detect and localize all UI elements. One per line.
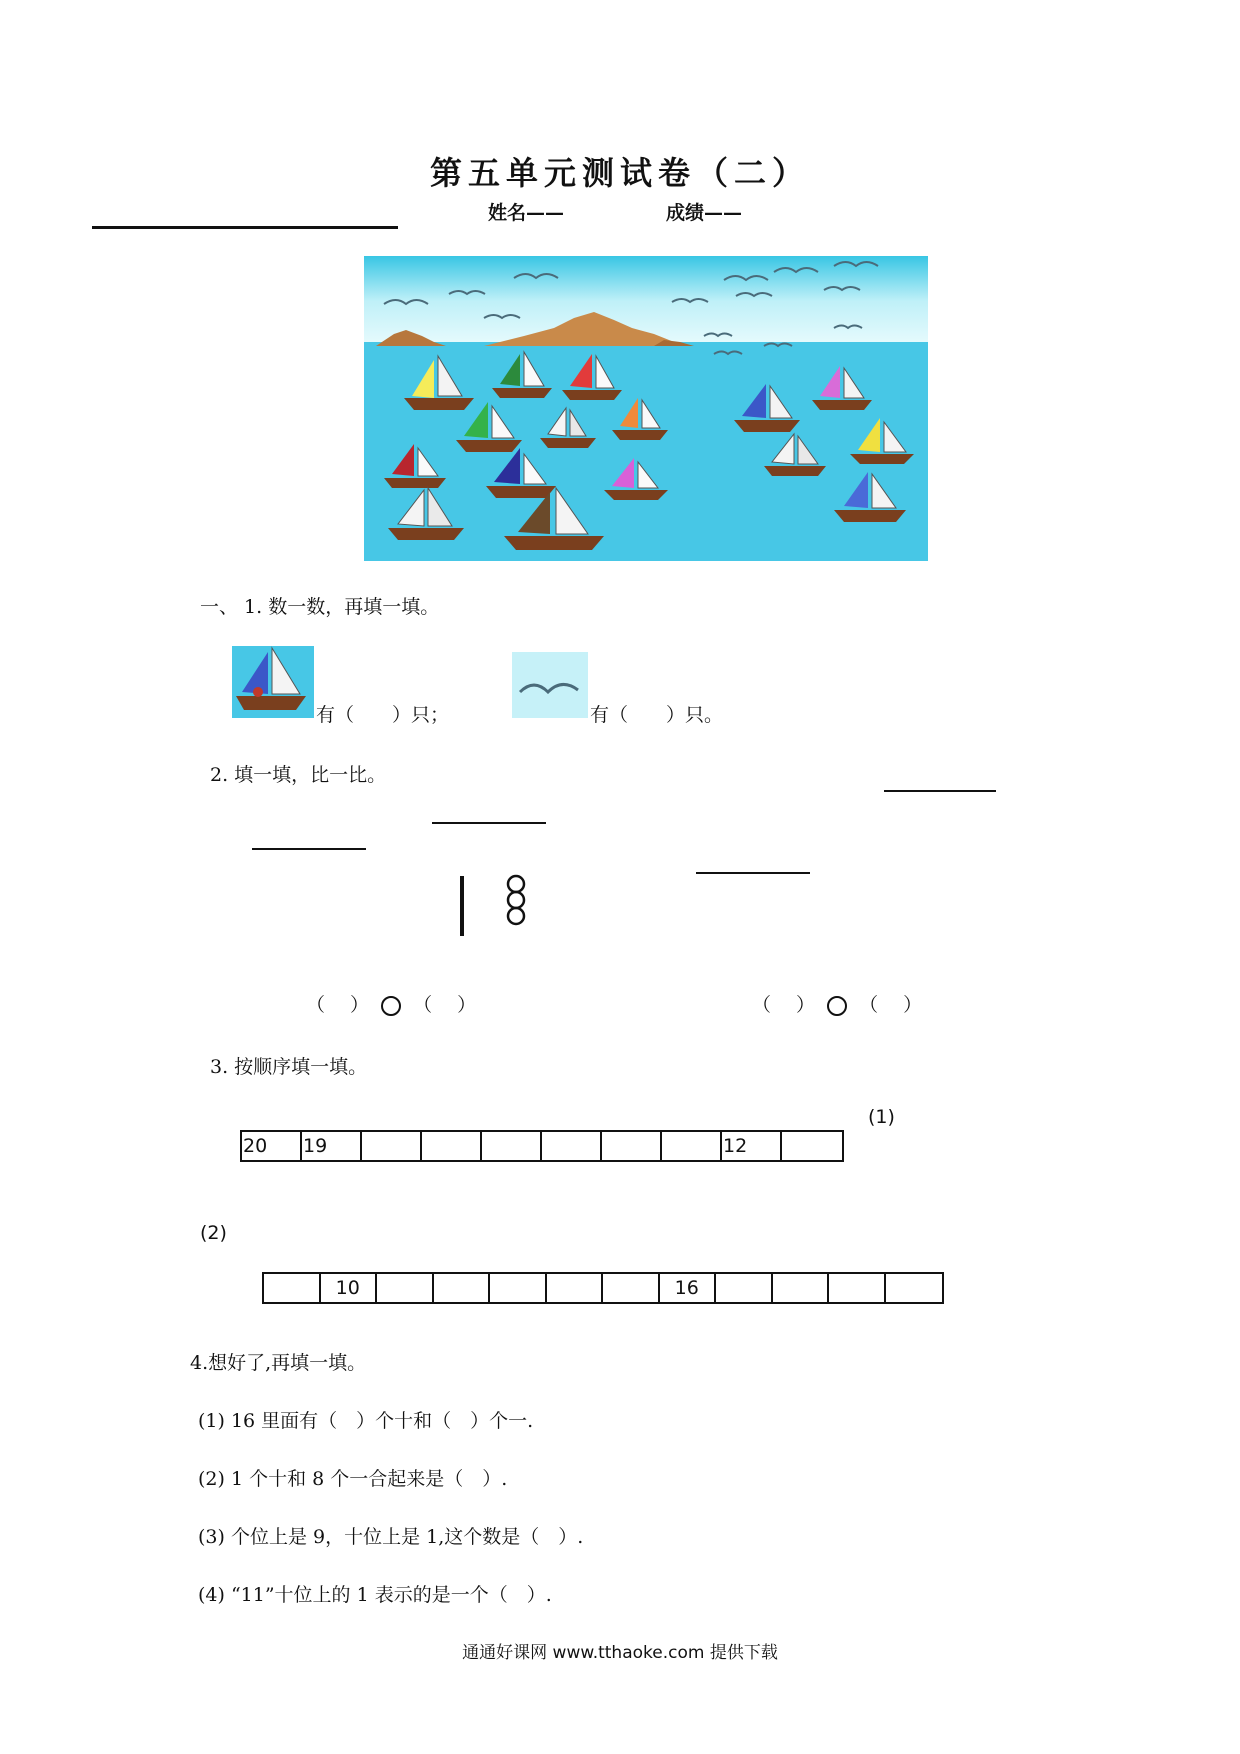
name-label: 姓名—— bbox=[488, 202, 565, 224]
compare-left-blank: （ ） bbox=[413, 994, 477, 1016]
number-box[interactable]: 12 bbox=[722, 1132, 782, 1160]
number-box[interactable] bbox=[482, 1132, 542, 1160]
q1-heading: 一、 1. 数一数，再填一填。 bbox=[200, 596, 440, 618]
number-box[interactable] bbox=[602, 1132, 662, 1160]
compare-circle bbox=[827, 996, 847, 1016]
number-box[interactable] bbox=[490, 1274, 547, 1302]
compare-right-blank: （ ） bbox=[859, 994, 923, 1016]
birds-answer: 有（ ）只。 bbox=[590, 704, 724, 726]
number-box[interactable] bbox=[782, 1132, 842, 1160]
compare-left bbox=[306, 990, 476, 1017]
number-box[interactable] bbox=[422, 1132, 482, 1160]
number-box[interactable] bbox=[434, 1274, 491, 1302]
q4-heading: 4.想好了,再填一填。 bbox=[190, 1352, 367, 1374]
q3-heading: 3. 按顺序填一填。 bbox=[210, 1056, 368, 1078]
number-box[interactable]: 19 bbox=[302, 1132, 362, 1160]
q4-item: (2) 1 个十和 8 个一合起来是（ ）. bbox=[198, 1468, 508, 1490]
number-box[interactable]: 16 bbox=[660, 1274, 717, 1302]
compare-circle bbox=[381, 996, 401, 1016]
number-box[interactable] bbox=[662, 1132, 722, 1160]
sailboats-scene-illustration bbox=[364, 256, 928, 561]
seagull-thumbnail bbox=[512, 652, 588, 718]
number-box[interactable] bbox=[886, 1274, 943, 1302]
q4-item: (1) 16 里面有（ ）个十和（ ）个一. bbox=[198, 1410, 534, 1432]
number-box[interactable]: 10 bbox=[321, 1274, 378, 1302]
compare-right bbox=[752, 990, 922, 1017]
stick-and-beads-figure bbox=[452, 872, 532, 938]
q3-label-1: (1) bbox=[868, 1106, 895, 1128]
number-box[interactable] bbox=[362, 1132, 422, 1160]
number-box[interactable] bbox=[829, 1274, 886, 1302]
number-box[interactable] bbox=[377, 1274, 434, 1302]
number-box[interactable] bbox=[716, 1274, 773, 1302]
footer-credit: 通通好课网 www.tthaoke.com 提供下载 bbox=[462, 1643, 778, 1663]
boats-answer: 有（ ）只； bbox=[316, 704, 450, 726]
q4-item: (3) 个位上是 9，十位上是 1,这个数是（ ）. bbox=[198, 1526, 584, 1548]
compare-left-blank: （ ） bbox=[306, 994, 370, 1016]
number-box[interactable] bbox=[547, 1274, 604, 1302]
page-title: 第五单元测试卷（二） bbox=[429, 154, 810, 192]
number-row-1 bbox=[240, 1130, 844, 1162]
number-box[interactable] bbox=[542, 1132, 602, 1160]
answer-line bbox=[252, 848, 366, 850]
header-rule bbox=[92, 226, 398, 229]
q3-label-2: (2) bbox=[200, 1222, 227, 1244]
answer-line bbox=[432, 822, 546, 824]
number-box[interactable] bbox=[264, 1274, 321, 1302]
compare-right-blank: （ ） bbox=[752, 994, 816, 1016]
number-box[interactable]: 20 bbox=[242, 1132, 302, 1160]
answer-line bbox=[696, 872, 810, 874]
score-label: 成绩—— bbox=[666, 202, 743, 224]
q2-heading: 2. 填一填，比一比。 bbox=[210, 764, 387, 786]
boat-thumbnail bbox=[232, 646, 314, 718]
number-box[interactable] bbox=[773, 1274, 830, 1302]
number-box[interactable] bbox=[603, 1274, 660, 1302]
q4-item: (4) “11”十位上的 1 表示的是一个（ ）. bbox=[198, 1584, 552, 1606]
answer-line bbox=[884, 790, 996, 792]
number-row-2 bbox=[262, 1272, 944, 1304]
